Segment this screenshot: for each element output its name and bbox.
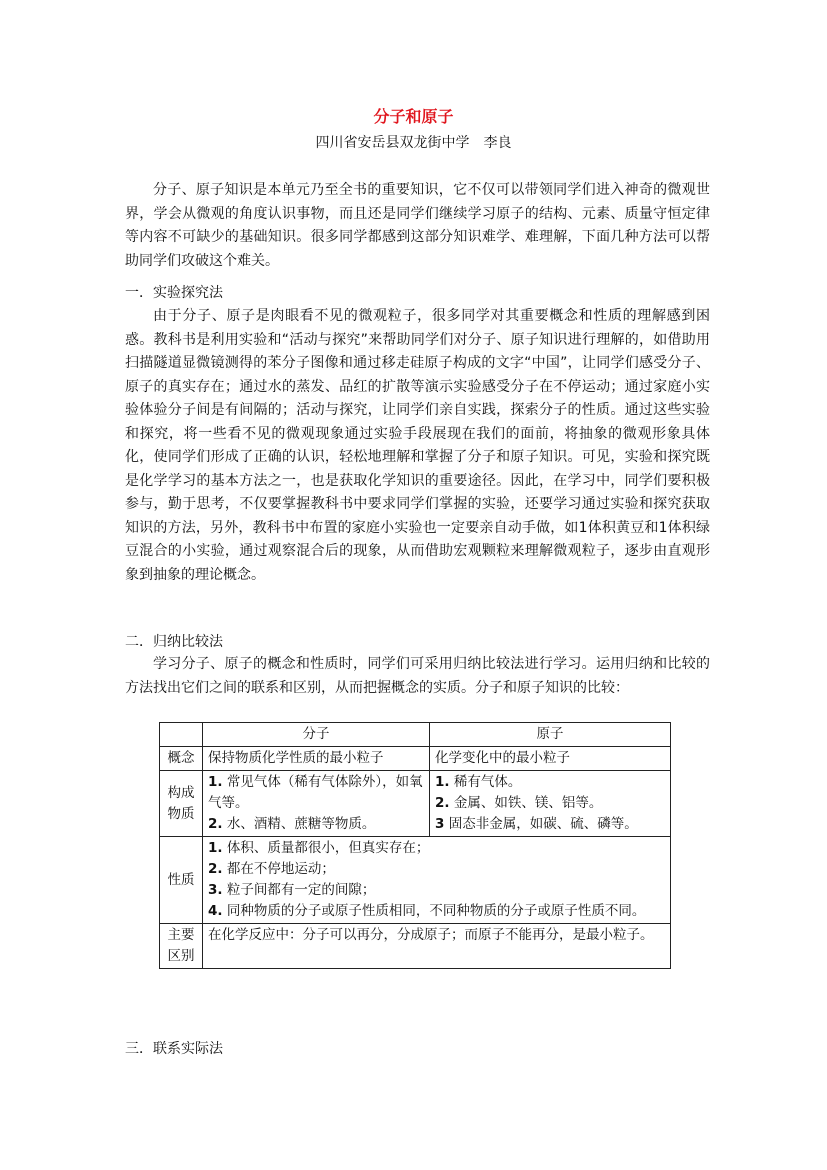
row-label-concept: 概念 [160,747,203,771]
document-title: 分子和原子 [373,107,454,126]
author-line: 四川省安岳县双龙街中学 李良 [315,135,512,151]
table-header-row [160,723,671,747]
row-label-composition-line-2: 物质 [167,805,195,822]
row-label-property: 性质 [160,837,203,924]
row-label-composition [160,771,203,837]
list-item: 3 固态非金属，如碳、硫、磷等。 [435,816,638,832]
row-label-difference-line-2: 区别 [167,948,195,964]
property-cell [203,837,671,924]
row-label-difference-line-1: 主要 [167,927,195,943]
list-item: 1. 体积、质量都很小，但真实存在； [208,840,430,856]
column-header-molecule: 分子 [203,723,430,747]
row-label-difference [160,924,203,969]
intro-paragraph: 分子、原子知识是本单元乃至全书的重要知识，它不仅可以带领同学们进入神奇的微观世界，学会从微观的角度认识事物，而且还是同学们继续学习原子的结构、元素、质量守恒定律等内容不可缺少的基础知识。很多同学都感到这部分知识难学、难理解，下面几种方法可以帮助同学们攻破这个难关。 [125,182,710,269]
table-corner-cell [160,723,203,747]
section-heading-3: 三．联系实际法 [125,1041,223,1057]
list-item: 4. 同种物质的分子或原子性质相同，不同种物质的分子或原子性质不同。 [208,903,646,919]
list-item: 3. 粒子间都有一定的间隙； [208,882,376,898]
concept-molecule-cell: 保持物质化学性质的最小粒子 [203,747,430,771]
section-1-paragraph: 由于分子、原子是肉眼看不见的微观粒子，很多同学对其重要概念和性质的理解感到困惑。教科书是利用实验和“活动与探究”来帮助同学们对分子、原子知识进行理解的，如借助用扫描隧道显微镜测得的苯分子图像和通过移走硅原子构成的文字“中国”，让同学们感受分子、原子的真实存在；通过水的蒸发、品红的扩散等演示实验感受分子在不停运动；通过家庭小实验体验分子间是有间隔的；活动与探究，让同学们亲自实践，探索分子的性质。通过这些实验和探究，将一些看不见的微观现象通过实验手段展现在我们的面前，将抽象的微观形象具体化，使同学们形成了正确的认识，轻松地理解和掌握了分子和原子知识。可见，实验和探究既是化学学习的基本方法之一，也是获取化学知识的重要途径。因此，在学习中，同学们要积极参与，勤于思考，不仅要掌握教科书中要求同学们掌握的实验，还要学习通过实验和探究获取知识的方法，另外，教科书中布置的家庭小实验也一定要亲自动手做，如1体积黄豆和1体积绿豆混合的小实验，通过观察混合后的现象，从而借助宏观颗粒来理解微观粒子，逐步由直观形象到抽象的理论概念。 [125,308,710,583]
list-item: 2. 水、酒精、蔗糖等物质。 [208,816,376,832]
row-label-composition-line-1: 构成 [167,784,195,801]
list-item: 1. 稀有气体。 [435,774,522,790]
table-row-difference [160,924,671,969]
composition-molecule-cell [203,771,430,837]
concept-atom-cell: 化学变化中的最小粒子 [430,747,671,771]
list-item: 2. 金属、如铁、镁、铝等。 [435,795,603,811]
composition-atom-cell [430,771,671,837]
section-heading-2: 二．归纳比较法 [125,634,223,650]
section-2-paragraph: 学习分子、原子的概念和性质时，同学们可采用归纳比较法进行学习。运用归纳和比较的方法找出它们之间的联系和区别，从而把握概念的实质。分子和原子知识的比较： [125,656,710,696]
column-header-atom: 原子 [430,723,671,747]
table-row-property [160,837,671,924]
list-item: 1. 常见气体（稀有气体除外），如氧气等。 [208,774,423,811]
list-item: 2. 都在不停地运动； [208,861,335,877]
table-row-composition [160,771,671,837]
comparison-table [159,722,671,969]
difference-cell: 在化学反应中：分子可以再分，分成原子；而原子不能再分，是最小粒子。 [203,924,671,969]
table-row-concept [160,747,671,771]
section-heading-1: 一．实验探究法 [125,285,223,301]
